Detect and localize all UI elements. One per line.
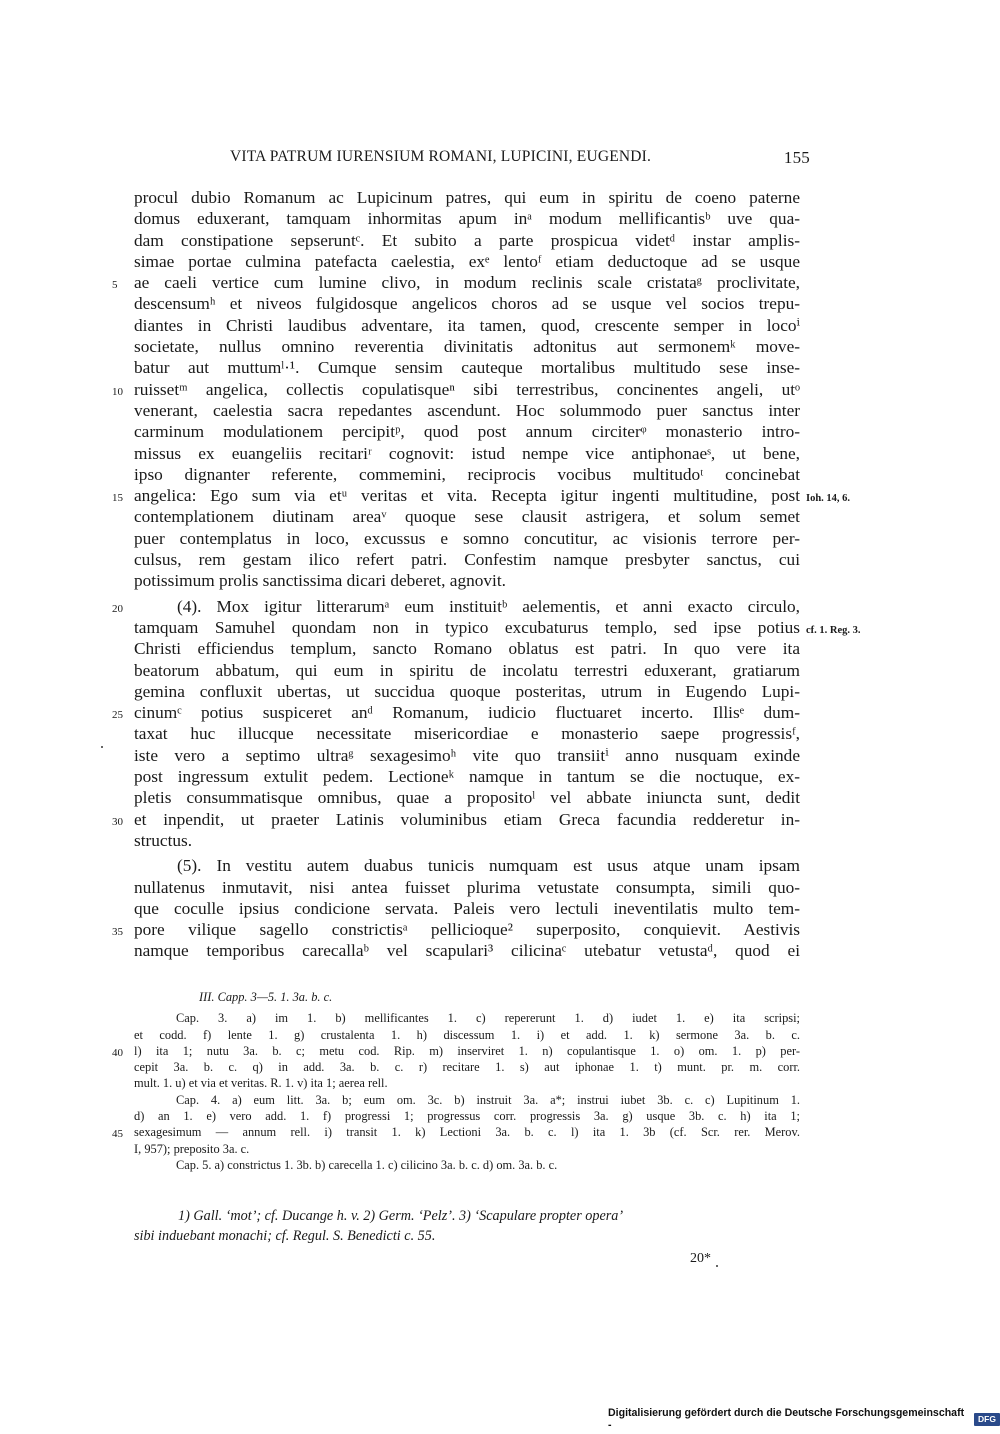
apparatus-line	[134, 1157, 800, 1173]
apparatus-heading: III. Capp. 3—5. 1. 3a. b. c.	[199, 990, 333, 1004]
apparatus-line	[134, 1108, 800, 1124]
line-number: 20	[112, 602, 123, 615]
text-line-content: simae portae culmina patefacta caelestia, exᵉ lentoᶠ etiam deductoque ad se usque	[134, 251, 800, 271]
text-line	[112, 919, 800, 940]
main-text	[112, 187, 861, 962]
text-line-content: ruissetᵐ angelica, collectis copulatisqueⁿ sibi terrestribus, concinentes angeli, utᵒ	[134, 379, 800, 399]
text-line	[134, 617, 861, 638]
line-number: 10	[112, 385, 123, 398]
text-line-content: batur aut muttumˡ·¹. Cumque sensim cauteque mortalibus multitudo sese inse-	[134, 358, 800, 378]
text-line-content: (4). Mox igitur litterarumᵃ eum instituitᵇ aelementis, et anni exacto circulo,	[177, 596, 800, 616]
text-line-content: societate, nullus omnino reverentia divinitatis adtonitus aut sermonemᵏ move-	[134, 337, 800, 357]
text-line-content: nullatenus inmutavit, nisi antea fuisset plurima vetustate consumpta, simili quo-	[134, 877, 800, 897]
apparatus-line	[134, 1141, 800, 1157]
scan-speck	[716, 1265, 718, 1267]
text-line-content: namque temporibus carecallaᵇ vel scapulari³ cilicinaᶜ utebatur vetustaᵈ, quod ei	[134, 941, 800, 961]
apparatus-line-content: et codd. f) lente 1. g) crustalenta 1. h) discessum 1. i) et add. 1. k) sermone 3a. b. c.	[134, 1027, 800, 1042]
text-line-content: que coculle ipsius condicione servata. Paleis vero lectuli ineventilatis multo tem-	[134, 898, 800, 918]
apparatus-line-content: Cap. 4. a) eum litt. 3a. b; eum om. 3c. b) instruit 3a. a*; instrui iubet 3b. c. c) Lupitinum 1.	[176, 1092, 800, 1107]
text-line-content: Christi efficiendus templum, sancto Romano oblatus est patri. In quo vere ita	[134, 639, 800, 659]
printer-signature: 20*	[690, 1251, 711, 1266]
text-line	[112, 272, 800, 293]
text-line	[134, 421, 800, 442]
text-line	[134, 357, 800, 378]
line-number: 45	[112, 1128, 123, 1141]
text-line	[112, 702, 800, 723]
text-line	[134, 336, 800, 357]
running-head	[230, 148, 810, 170]
text-line-content: taxat huc illucque necessitate misericordiae e monasterio saepe progressisᶠ,	[134, 724, 800, 744]
line-number: 25	[112, 709, 123, 722]
text-line-content: carminum modulationem percipitᵖ, quod post annum circiterᵠ monasterio intro-	[134, 422, 800, 442]
text-line	[134, 898, 800, 919]
text-line	[134, 400, 800, 421]
text-line	[134, 877, 800, 898]
funding-credit	[608, 1407, 1000, 1431]
text-line-content: domus eduxerant, tamquam inhormitas apum inᵃ modum mellificantisᵇ uve qua-	[134, 209, 800, 229]
running-head-title: VITA PATRUM IURENSIUM ROMANI, LUPICINI, EUGENDI.	[230, 148, 652, 165]
margin-reference: Ioh. 14, 6.	[806, 493, 851, 505]
text-line-content: venerant, caelestia sacra repedantes ascendunt. Hoc solummodo puer sanctus inter	[134, 400, 800, 420]
text-line	[134, 723, 800, 744]
apparatus-line	[134, 1027, 800, 1043]
text-line	[134, 187, 800, 208]
footnotes	[134, 1206, 800, 1246]
text-line	[134, 208, 800, 229]
margin-reference: cf. 1. Reg. 3.	[806, 624, 861, 636]
text-line-content: gemina confluxit ubertas, ut succidua quoque posteritas, utrum in Eugendo Lupi-	[134, 681, 800, 701]
text-line	[134, 528, 800, 549]
page-number: 155	[783, 148, 810, 167]
apparatus-line-content: Cap. 3. a) im 1. b) mellificantes 1. c) repererunt 1. d) iudet 1. e) ita scripsi;	[176, 1011, 800, 1026]
text-line	[112, 379, 800, 400]
apparatus-line	[134, 1092, 800, 1108]
text-line	[134, 638, 800, 659]
apparatus-line-content: l) ita 1; nutu 3a. b. c; metu cod. Rip. m) inserviret 1. n) copulantisque 1. o) om. 1. p) per-	[134, 1043, 800, 1058]
text-line	[134, 830, 800, 851]
text-line-content: (5). In vestitu autem duabus tunicis numquam est usus atque unam ipsam	[177, 856, 800, 876]
text-line	[134, 230, 800, 251]
line-number: 30	[112, 815, 123, 828]
scan-speck	[101, 746, 103, 748]
apparatus-line-content: d) an 1. e) vero add. 1. f) progressi 1; progressus corr. progressis 3a. g) usque 3b. c. h) ita 1;	[134, 1109, 800, 1124]
text-line-content: ae caeli vertice cum lumine clivo, in modum reclinis scale cristataᵍ proclivitate,	[134, 273, 800, 293]
text-line-content: diantes in Christi laudibus adventare, ita tamen, quod, crescente semper in locoⁱ	[134, 315, 800, 335]
line-number: 35	[112, 926, 123, 939]
apparatus-line-content: mult. 1. u) et via et veritas. R. 1. v) ita 1; aerea rell.	[134, 1076, 388, 1091]
apparatus-line	[112, 1124, 800, 1141]
text-line-content: tamquam Samuhel quondam non in typico excubaturus templo, sed ipse potius	[134, 617, 800, 637]
text-line-content: contemplationem diutinam areaᵛ quoque sese clausit astrigera, et solum semet	[134, 507, 800, 527]
text-line-content: et inpendit, ut praeter Latinis voluminibus etiam Greca facundia redderetur in-	[134, 809, 800, 829]
text-line	[134, 293, 800, 314]
text-line-content: descensumʰ et niveos fulgidosque angelicos choros ad se usque vel socios trepu-	[134, 294, 800, 314]
text-line-content: post ingressum extulit pedem. Lectioneᵏ namque in tantum se die noctuque, ex-	[134, 767, 800, 787]
text-line	[134, 251, 800, 272]
text-line	[134, 315, 800, 336]
text-line-content: dam constipatione sepseruntᶜ. Et subito a parte prospicua videtᵈ instar amplis-	[134, 230, 800, 250]
text-line	[134, 745, 800, 766]
text-line	[134, 506, 800, 527]
apparatus-line	[112, 1043, 800, 1059]
text-line	[112, 485, 851, 506]
text-line-content: beatorum abbatum, qui eum in spiritu de incolatu terrestri eduxerant, gratiarum	[134, 660, 800, 680]
text-line	[134, 787, 800, 808]
text-line-content: missus ex euangeliis recitariʳ cognovit: istud nempe vice antiphonaeˢ, ut bene,	[134, 443, 800, 463]
text-line-content: iste vero a septimo ultraᵍ sexagesimoʰ vite quo transiitⁱ anno nusquam exinde	[134, 745, 800, 765]
text-line-content: pletis consummatisque omnibus, quae a propositoˡ vel abbate iniuncta sunt, dedit	[134, 788, 800, 808]
line-number: 15	[112, 492, 123, 505]
text-line-content: cinumᶜ potius suspiceret anᵈ Romanum, iudicio fluctuaret incerto. Illisᵉ dum-	[134, 703, 800, 723]
critical-apparatus	[112, 989, 800, 1173]
apparatus-line-content: sexagesimum — annum rell. i) transit 1. k) Lectioni 3a. b. c. l) ita 1. 3b (cf. Scr. rer. Merov.	[134, 1125, 800, 1140]
text-line	[134, 443, 800, 464]
text-line-content: pore vilique sagello constrictisᵃ pellicioque² superposito, conquievit. Aestivis	[134, 920, 800, 940]
text-line-content: ipso dignanter referente, commemini, reciprocis vocibus multitudoᵗ concinebat	[134, 464, 800, 484]
text-line-content: procul dubio Romanum ac Lupicinum patres, qui eum in spiritu de coeno paterne	[134, 188, 800, 207]
apparatus-line	[134, 1059, 800, 1075]
text-line-content: structus.	[134, 830, 193, 850]
apparatus-line	[134, 1010, 800, 1026]
text-line-content: culsus, rem gestam ilico refert patri. Confestim namque presbyter sanctus, cui	[134, 550, 800, 570]
line-number: 40	[112, 1046, 123, 1059]
text-line	[134, 549, 800, 570]
line-number: 5	[112, 279, 118, 292]
text-line	[112, 596, 800, 617]
footnote-line: 1) Gall. ‘mot’; cf. Ducange h. v. 2) Germ. ‘Pelz’. 3) ‘Scapulare propter opera’	[178, 1208, 624, 1224]
text-line-content: potissimum prolis sanctissima dicari deberet, agnovit.	[134, 571, 506, 591]
apparatus-line-content: cepit 3a. b. c. q) in add. 3a. b. c. r) recitare 1. s) aut iphonae 1. t) munt. pr. m. corr.	[134, 1060, 800, 1075]
text-line	[134, 940, 800, 961]
apparatus-line-content: Cap. 5. a) constrictus 1. 3b. b) carecella 1. c) cilicino 3a. b. c. d) om. 3a. b. c.	[176, 1157, 558, 1172]
text-line	[134, 660, 800, 681]
credit-text: Digitalisierung gefördert durch die Deutsche Forschungsgemeinschaft -	[608, 1407, 965, 1431]
text-line	[112, 809, 800, 830]
apparatus-line-content: I, 957); preposito 3a. c.	[134, 1141, 250, 1156]
text-line	[134, 766, 800, 787]
text-line	[134, 681, 800, 702]
text-line	[134, 464, 800, 485]
footnote-line: sibi induebant monachi; cf. Regul. S. Benedicti c. 55.	[134, 1228, 436, 1244]
text-line-content: angelica: Ego sum via etᵘ veritas et vita. Recepta igitur ingenti multitudine, post	[134, 486, 800, 506]
apparatus-line	[134, 1075, 800, 1091]
text-line	[134, 855, 800, 876]
text-line-content: puer contemplatus in loco, excussus e somno concutitur, ac visionis terrore per-	[134, 528, 800, 548]
dfg-logo-icon: DFG	[974, 1413, 1000, 1426]
text-line	[134, 570, 800, 591]
